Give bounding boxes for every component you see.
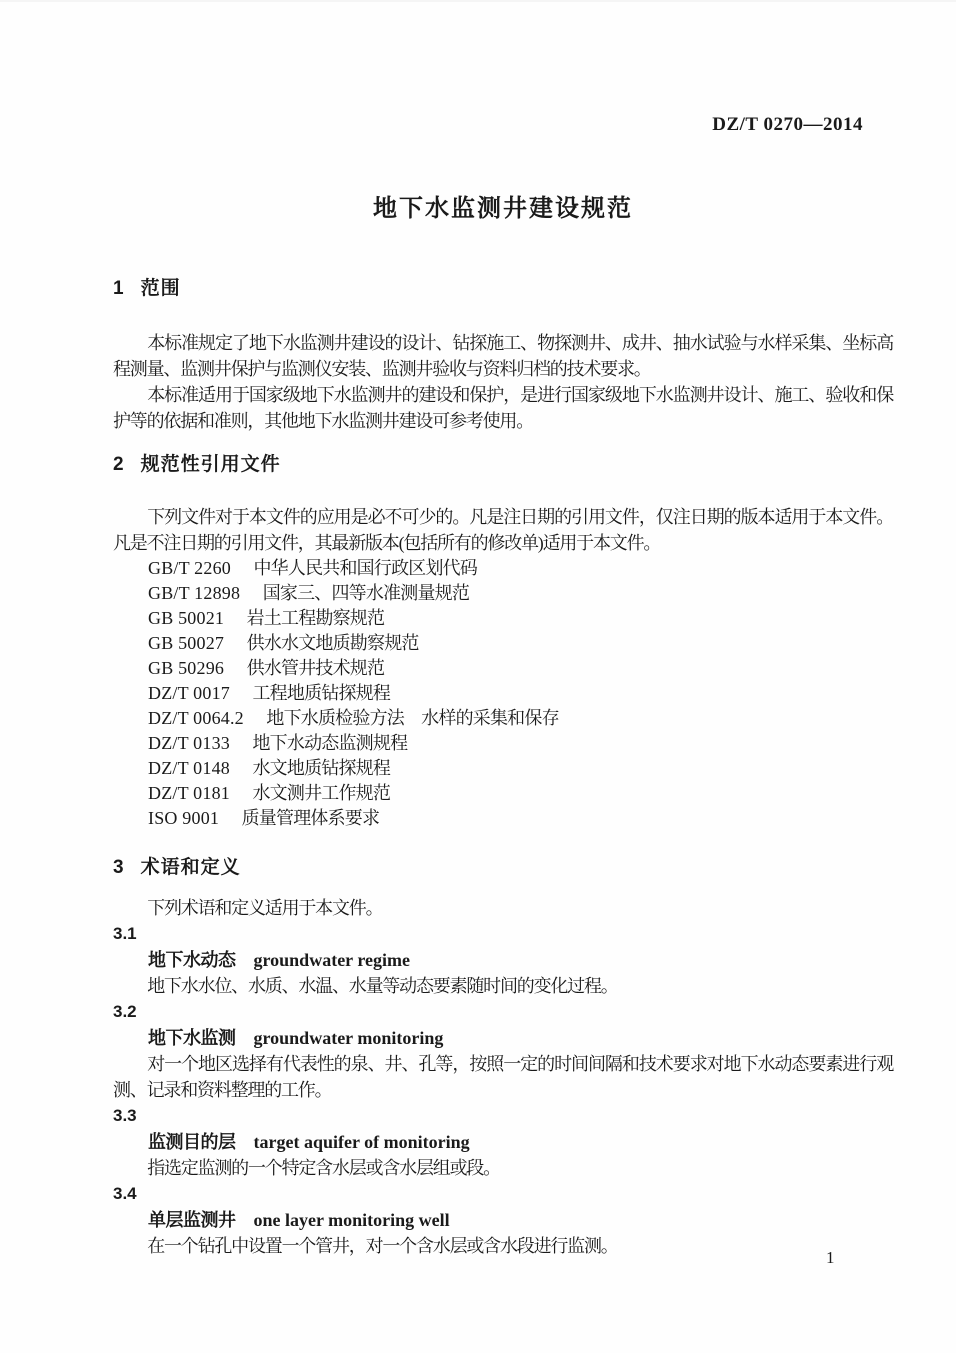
term-number: 3.3 <box>113 1106 137 1125</box>
reference-code: GB 50021 <box>148 608 225 628</box>
term-chinese: 监测目的层 <box>148 1132 236 1152</box>
section-3-intro: 下列术语和定义适用于本文件。 <box>147 898 383 918</box>
reference-code: DZ/T 0133 <box>148 733 230 753</box>
reference-title: 水文地质钻探规程 <box>252 758 391 778</box>
reference-title: 工程地质钻探规程 <box>252 683 391 703</box>
term-heading <box>113 947 893 973</box>
reference-item <box>148 731 893 756</box>
term-definition: 地下水水位、水质、水温、水量等动态要素随时间的变化过程。 <box>147 976 618 996</box>
reference-code: DZ/T 0017 <box>148 683 230 703</box>
section-1-paragraph-2: 本标准适用于国家级地下水监测井的建设和保护，是进行国家级地下水监测井设计、施工、验收和保护等的依据和准则，其他地下水监测井建设可参考使用。 <box>113 385 893 431</box>
references-list <box>113 556 893 831</box>
standard-code: DZ/T 0270—2014 <box>712 114 863 135</box>
section-1-number: 1 <box>113 278 124 299</box>
section-3-heading <box>113 855 893 881</box>
reference-title: 中华人民共和国行政区划代码 <box>253 558 478 578</box>
reference-item <box>148 756 893 781</box>
reference-code: GB 50296 <box>148 658 225 678</box>
reference-item <box>148 781 893 806</box>
reference-code: DZ/T 0064.2 <box>148 708 244 728</box>
reference-code: GB 50027 <box>148 633 225 653</box>
reference-code: GB/T 2260 <box>148 558 231 578</box>
reference-title: 供水水文地质勘察规范 <box>246 633 419 653</box>
reference-item <box>148 806 893 831</box>
reference-title: 地下水质检验方法 水样的采集和保存 <box>266 708 559 728</box>
reference-code: DZ/T 0148 <box>148 758 230 778</box>
reference-title: 岩土工程勘察规范 <box>246 608 385 628</box>
reference-code: ISO 9001 <box>148 808 220 828</box>
term-heading <box>113 1129 893 1155</box>
page-number: 1 <box>826 1248 835 1267</box>
reference-item <box>148 706 893 731</box>
term-heading <box>113 1207 893 1233</box>
reference-title: 供水管井技术规范 <box>246 658 385 678</box>
term-chinese: 地下水动态 <box>148 950 236 970</box>
reference-item <box>148 631 893 656</box>
term-definition: 对一个地区选择有代表性的泉、井、孔等，按照一定的时间间隔和技术要求对地下水动态要素进行观测、记录和资料整理的工作。 <box>113 1054 893 1100</box>
reference-item <box>148 556 893 581</box>
term-english: one layer monitoring well <box>253 1210 450 1230</box>
reference-title: 水文测井工作规范 <box>252 783 391 803</box>
section-3-number: 3 <box>113 857 124 878</box>
section-3-label: 术语和定义 <box>140 857 241 878</box>
term-definition: 指选定监测的一个特定含水层或含水层组或段。 <box>147 1158 500 1178</box>
reference-title: 质量管理体系要求 <box>241 808 380 828</box>
section-2-heading <box>113 452 893 478</box>
term-chinese: 地下水监测 <box>148 1028 236 1048</box>
reference-code: DZ/T 0181 <box>148 783 230 803</box>
reference-title: 国家三、四等水准测量规范 <box>262 583 470 603</box>
reference-item <box>148 681 893 706</box>
reference-item <box>148 656 893 681</box>
terms-list <box>113 921 893 1259</box>
reference-code: GB/T 12898 <box>148 583 241 603</box>
term-english: groundwater monitoring <box>253 1028 444 1048</box>
term-chinese: 单层监测井 <box>148 1210 236 1230</box>
reference-item <box>148 606 893 631</box>
reference-item <box>148 581 893 606</box>
term-number: 3.2 <box>113 1002 137 1021</box>
section-2-number: 2 <box>113 454 124 475</box>
section-1-paragraph-1: 本标准规定了地下水监测井建设的设计、钻探施工、物探测井、成井、抽水试验与水样采集、坐标高程测量、监测井保护与监测仪安装、监测井验收与资料归档的技术要求。 <box>113 333 893 379</box>
term-definition: 在一个钻孔中设置一个管井，对一个含水层或含水段进行监测。 <box>147 1236 618 1256</box>
term-english: target aquifer of monitoring <box>253 1132 470 1152</box>
term-number: 3.1 <box>113 924 137 943</box>
section-1-label: 范围 <box>140 278 181 299</box>
section-1-heading <box>113 276 893 302</box>
term-heading <box>113 1025 893 1051</box>
term-english: groundwater regime <box>253 950 410 970</box>
document-title: 地下水监测井建设规范 <box>373 195 633 222</box>
reference-title: 地下水动态监测规程 <box>252 733 408 753</box>
section-2-intro: 下列文件对于本文件的应用是必不可少的。凡是注日期的引用文件，仅注日期的版本适用于本文件。凡是不注日期的引用文件，其最新版本(包括所有的修改单)适用于本文件。 <box>113 507 893 553</box>
section-2-label: 规范性引用文件 <box>140 454 281 475</box>
page-content <box>0 2 956 1259</box>
term-number: 3.4 <box>113 1184 137 1203</box>
